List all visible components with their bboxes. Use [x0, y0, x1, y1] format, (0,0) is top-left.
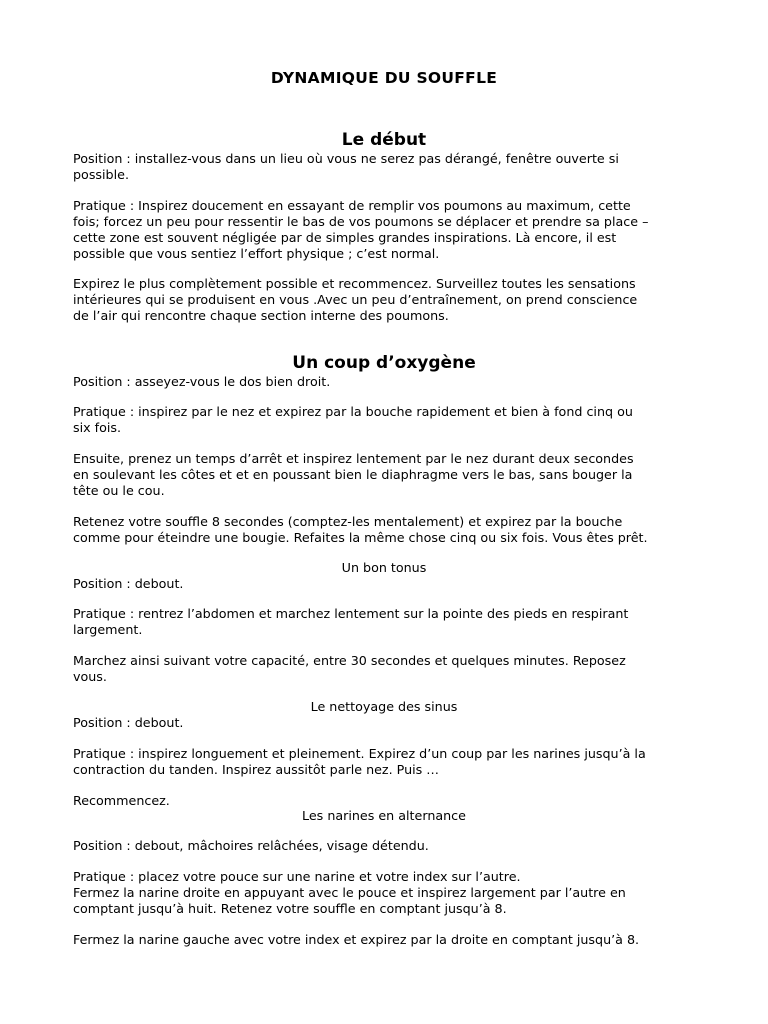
paragraph-position: Position : debout, mâchoires relâchées, visage détendu. — [73, 838, 429, 853]
paragraph-pratique: Pratique : inspirez longuement et pleinement. Expirez d’un coup par les narines jusqu’à la contraction du tanden. Inspirez aussitôt parle nez. Puis … — [73, 746, 646, 777]
paragraph-position: Position : installez-vous dans un lieu où vous ne serez pas dérangé, fenêtre ouverte si possible. — [73, 151, 619, 182]
document-title: DYNAMIQUE DU SOUFFLE — [270, 69, 498, 87]
section-heading-bon-tonus: Un bon tonus — [341, 560, 427, 575]
paragraph-ensuite: Ensuite, prenez un temps d’arrêt et inspirez lentement par le nez durant deux secondes en soulevant les côtes et et en poussant bien le diaphragme vers le bas, sans bouger la tête ou le cou. — [73, 451, 634, 498]
paragraph-pratique: Pratique : inspirez par le nez et expirez par la bouche rapidement et bien à fond cinq ou six fois. — [73, 404, 633, 435]
paragraph-expirez: Expirez le plus complètement possible et recommencez. Surveillez toutes les sensations intérieures qui se produisent en vous .Avec un peu d’entraînement, on prend conscience de l’air qui rencontre chaque section interne des poumons. — [73, 276, 638, 323]
paragraph-position: Position : asseyez-vous le dos bien droit. — [73, 374, 331, 389]
paragraph-marchez: Marchez ainsi suivant votre capacité, entre 30 secondes et quelques minutes. Reposez vous. — [73, 653, 626, 684]
section-heading-le-debut: Le début — [341, 130, 427, 150]
section-heading-narines-alternance: Les narines en alternance — [302, 808, 466, 823]
paragraph-pratique: Pratique : Inspirez doucement en essayant de remplir vos poumons au maximum, cette fois; forcez un peu pour ressentir le bas de vos poumons se déplacer et prendre sa place – cette zone est souvent négligée par de simples grandes inspirations. Là encore, il est possible que vous sentiez l’effort physique ; c’est normal. — [73, 198, 649, 261]
paragraph-position: Position : debout. — [73, 715, 184, 730]
paragraph-recommencez: Recommencez. — [73, 793, 170, 808]
paragraph-position: Position : debout. — [73, 576, 184, 591]
paragraph-retenez: Retenez votre souffle 8 secondes (comptez-les mentalement) et expirez par la bouche comme pour éteindre une bougie. Refaites la même chose cinq ou six fois. Vous êtes prêt. — [73, 514, 648, 545]
section-heading-nettoyage-sinus: Le nettoyage des sinus — [310, 699, 458, 714]
paragraph-pratique: Pratique : rentrez l’abdomen et marchez lentement sur la pointe des pieds en respirant largement. — [73, 606, 629, 637]
paragraph-fermez-gauche: Fermez la narine gauche avec votre index et expirez par la droite en comptant jusqu’à 8. — [73, 932, 640, 947]
section-heading-coup-oxygene: Un coup d’oxygène — [292, 353, 476, 373]
paragraph-pratique: Pratique : placez votre pouce sur une narine et votre index sur l’autre. Fermez la narine droite en appuyant avec le pouce et inspirez largement par l’autre en comptant jusqu’à huit. Retenez votre souffle en comptant jusqu’à 8. — [73, 869, 626, 916]
